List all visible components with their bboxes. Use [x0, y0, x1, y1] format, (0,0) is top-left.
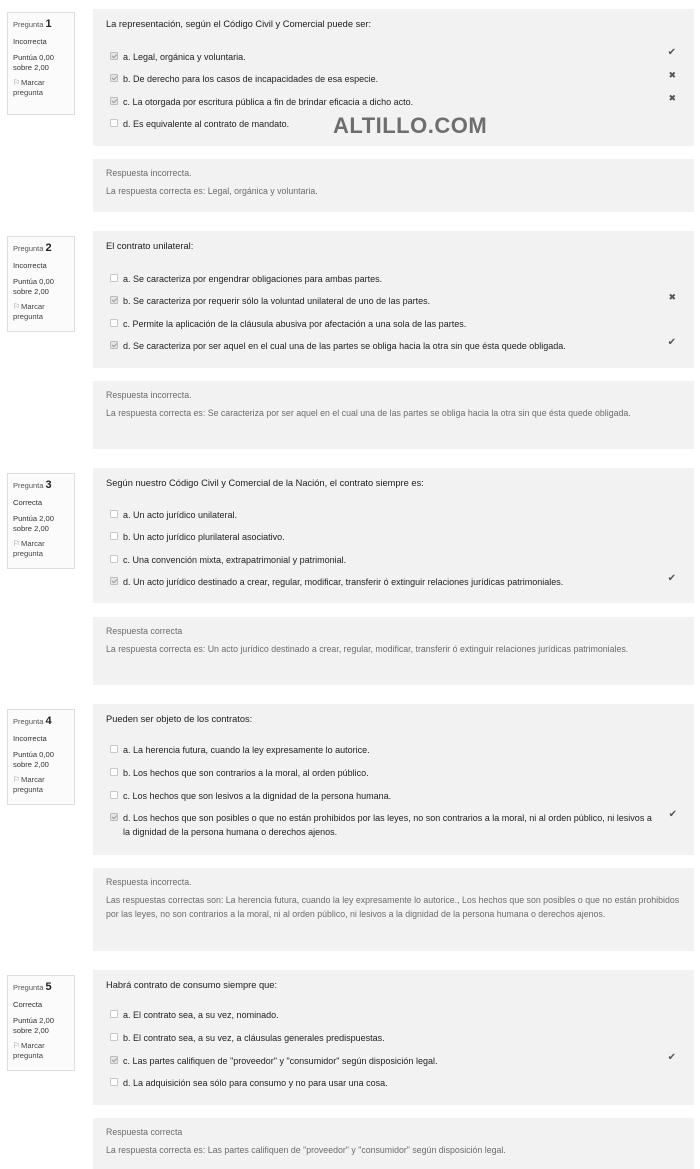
- feedback-status: Respuesta incorrecta.: [106, 390, 192, 400]
- question-number: 4: [45, 715, 52, 727]
- question-info: [7, 709, 75, 805]
- option-label: b. El contrato sea, a su vez, a cláusulas generales predispuestas.: [123, 1033, 385, 1043]
- flag-icon: ⚐: [13, 1040, 21, 1050]
- question-prefix: Pregunta: [13, 983, 44, 992]
- correct-check-icon: ✔: [667, 573, 676, 584]
- question-formulation: [93, 468, 694, 603]
- option-label: a. Un acto jurídico unilateral.: [123, 510, 238, 520]
- correct-check-icon: ✔: [667, 47, 676, 58]
- question-state: Incorrecta: [13, 36, 47, 46]
- option-checkbox[interactable]: [110, 791, 118, 799]
- option-label: c. Permite la aplicación de la cláusula abusiva por afectación a una sola de las partes.: [123, 319, 467, 329]
- flag-question-link[interactable]: [13, 302, 74, 323]
- watermark: ALTILLO.COM: [333, 113, 488, 138]
- question-number-line: [13, 980, 74, 995]
- option-label: d. Se caracteriza por ser aquel en el cual una de las partes se obliga hacia la otra sin que ésta quede obligada.: [123, 341, 566, 351]
- option-label: a. Se caracteriza por engendrar obligaciones para ambas partes.: [123, 274, 383, 284]
- question-info: [7, 473, 75, 569]
- correct-answer-text: La respuesta correcta es: Las partes califiquen de "proveedor" y "consumidor" según disposición legal.: [106, 1145, 506, 1155]
- grade-line-2: sobre 2,00: [13, 1026, 49, 1036]
- grade-line-2: sobre 2,00: [13, 760, 49, 770]
- question-text: Pueden ser objeto de los contratos:: [106, 714, 253, 724]
- option-checkbox[interactable]: [110, 813, 118, 821]
- flag-label: Marcar pregunta: [13, 774, 45, 795]
- question-state: Correcta: [13, 999, 43, 1009]
- option-checkbox[interactable]: [110, 1033, 118, 1041]
- feedback-box: [93, 868, 694, 951]
- option-label: a. La herencia futura, cuando la ley expresamente lo autorice.: [123, 745, 370, 755]
- question-number-line: [13, 17, 74, 32]
- question-text: Según nuestro Código Civil y Comercial de la Nación, el contrato siempre es:: [106, 478, 424, 488]
- feedback-box: [93, 617, 694, 685]
- option-checkbox[interactable]: [110, 532, 118, 540]
- option-checkbox[interactable]: [110, 274, 118, 282]
- option-label: c. Los hechos que son lesivos a la dignidad de la persona humana.: [123, 791, 392, 801]
- flag-label: Marcar pregunta: [13, 77, 45, 98]
- question-info: [7, 975, 75, 1071]
- option-label: d. La adquisición sea sólo para consumo y no para usar una cosa.: [123, 1078, 388, 1088]
- grade-line-2: sobre 2,00: [13, 524, 49, 534]
- option-label: b. Un acto jurídico plurilateral asociativo.: [123, 532, 285, 542]
- correct-check-icon: ✔: [668, 809, 677, 820]
- question-number-line: [13, 241, 74, 256]
- correct-check-icon: ✔: [667, 1052, 676, 1063]
- feedback-status: Respuesta incorrecta.: [106, 877, 192, 887]
- correct-check-icon: ✔: [667, 337, 676, 348]
- question-formulation: [93, 231, 694, 368]
- incorrect-cross-icon: ✖: [668, 70, 676, 80]
- flag-label: Marcar pregunta: [13, 538, 45, 559]
- question-prefix: Pregunta: [13, 717, 44, 726]
- correct-answer-text: Las respuestas correctas son: La herencia futura, cuando la ley expresamente lo autorice., Los hechos que son posibles o que no están prohibidos por las leyes, no son contrarios a la moral, ni al orden público, ni lesivos a la dignidad de la persona humana o derechos ajenos.: [106, 895, 680, 919]
- option-checkbox[interactable]: [110, 510, 118, 518]
- question-number: 2: [45, 242, 52, 254]
- question-prefix: Pregunta: [13, 481, 44, 490]
- option-label: d. Es equivalente al contrato de mandato.: [123, 119, 290, 129]
- question-number: 1: [45, 18, 52, 30]
- option-label: c. La otorgada por escritura pública a fin de brindar eficacia a dicho acto.: [123, 97, 414, 107]
- grade-line-1: Puntúa 2,00: [13, 514, 54, 524]
- question-state: Incorrecta: [13, 260, 47, 270]
- grade-line-1: Puntúa 0,00: [13, 53, 54, 63]
- option-checkbox[interactable]: [110, 1078, 118, 1086]
- flag-icon: ⚐: [13, 538, 21, 548]
- question-info: [7, 12, 75, 115]
- question-state: Incorrecta: [13, 733, 47, 743]
- flag-icon: ⚐: [13, 301, 21, 311]
- incorrect-cross-icon: ✖: [668, 292, 676, 302]
- option-label: c. Las partes califiquen de "proveedor" y "consumidor" según disposición legal.: [123, 1056, 438, 1066]
- question-info: [7, 236, 75, 332]
- option-checkbox[interactable]: [110, 341, 118, 349]
- feedback-status: Respuesta correcta: [106, 1127, 183, 1137]
- flag-label: Marcar pregunta: [13, 301, 45, 322]
- option-label: c. Una convención mixta, extrapatrimonial y patrimonial.: [123, 555, 347, 565]
- option-label: b. Se caracteriza por requerir sólo la voluntad unilateral de uno de las partes.: [123, 296, 431, 306]
- feedback-status: Respuesta incorrecta.: [106, 168, 192, 178]
- question-state: Correcta: [13, 497, 43, 507]
- flag-question-link[interactable]: [13, 775, 74, 796]
- correct-answer-text: La respuesta correcta es: Legal, orgánica y voluntaria.: [106, 186, 318, 196]
- grade-line-1: Puntúa 0,00: [13, 750, 54, 760]
- question-formulation: [93, 970, 694, 1105]
- correct-answer-text: La respuesta correcta es: Un acto jurídico destinado a crear, regular, modificar, transferir ó extinguir relaciones jurídicas patrimoniales.: [106, 644, 629, 654]
- option-checkbox[interactable]: [110, 74, 118, 82]
- question-number-line: [13, 714, 74, 729]
- feedback-box: [93, 381, 694, 449]
- option-checkbox[interactable]: [110, 768, 118, 776]
- question-number: 5: [45, 981, 52, 993]
- option-label: d. Los hechos que son posibles o que no están prohibidos por las leyes, no son contrarios a la moral, ni al orden público, ni lesivos a la dignidad de la persona humana o derechos ajenos.: [123, 813, 652, 837]
- question-prefix: Pregunta: [13, 244, 44, 253]
- correct-answer-text: La respuesta correcta es: Se caracteriza por ser aquel en el cual una de las partes se obliga hacia la otra sin que ésta quede obligada.: [106, 408, 631, 418]
- option-checkbox[interactable]: [110, 577, 118, 585]
- flag-question-link[interactable]: [13, 78, 74, 99]
- option-label: b. De derecho para los casos de incapacidades de esa especie.: [123, 74, 379, 84]
- question-text: La representación, según el Código Civil y Comercial puede ser:: [106, 19, 372, 29]
- option-label: d. Un acto jurídico destinado a crear, regular, modificar, transferir ó extinguir relaciones jurídicas patrimoniales.: [123, 577, 564, 587]
- flag-question-link[interactable]: [13, 1041, 74, 1062]
- feedback-box: [93, 1118, 694, 1169]
- question-text: Habrá contrato de consumo siempre que:: [106, 980, 278, 990]
- option-label: a. Legal, orgánica y voluntaria.: [123, 52, 246, 62]
- flag-label: Marcar pregunta: [13, 1040, 45, 1061]
- option-label: b. Los hechos que son contrarios a la moral, al orden público.: [123, 768, 369, 778]
- flag-icon: ⚐: [13, 77, 21, 87]
- grade-line-1: Puntúa 0,00: [13, 277, 54, 287]
- question-text: El contrato unilateral:: [106, 241, 194, 251]
- question-prefix: Pregunta: [13, 20, 44, 29]
- feedback-box: [93, 159, 694, 212]
- option-checkbox[interactable]: [110, 296, 118, 304]
- option-label: a. El contrato sea, a su vez, nominado.: [123, 1010, 279, 1020]
- grade-line-2: sobre 2,00: [13, 63, 49, 73]
- incorrect-cross-icon: ✖: [668, 93, 676, 103]
- option-checkbox[interactable]: [110, 745, 118, 753]
- option-checkbox[interactable]: [110, 555, 118, 563]
- option-checkbox[interactable]: [110, 319, 118, 327]
- option-checkbox[interactable]: [110, 97, 118, 105]
- option-checkbox[interactable]: [110, 52, 118, 60]
- grade-line-2: sobre 2,00: [13, 287, 49, 297]
- flag-icon: ⚐: [13, 774, 21, 784]
- question-formulation: [93, 704, 694, 855]
- question-number: 3: [45, 479, 52, 491]
- option-checkbox[interactable]: [110, 1056, 118, 1064]
- question-number-line: [13, 478, 74, 493]
- grade-line-1: Puntúa 2,00: [13, 1016, 54, 1026]
- option-checkbox[interactable]: [110, 119, 118, 127]
- option-checkbox[interactable]: [110, 1010, 118, 1018]
- feedback-status: Respuesta correcta: [106, 626, 183, 636]
- flag-question-link[interactable]: [13, 539, 74, 560]
